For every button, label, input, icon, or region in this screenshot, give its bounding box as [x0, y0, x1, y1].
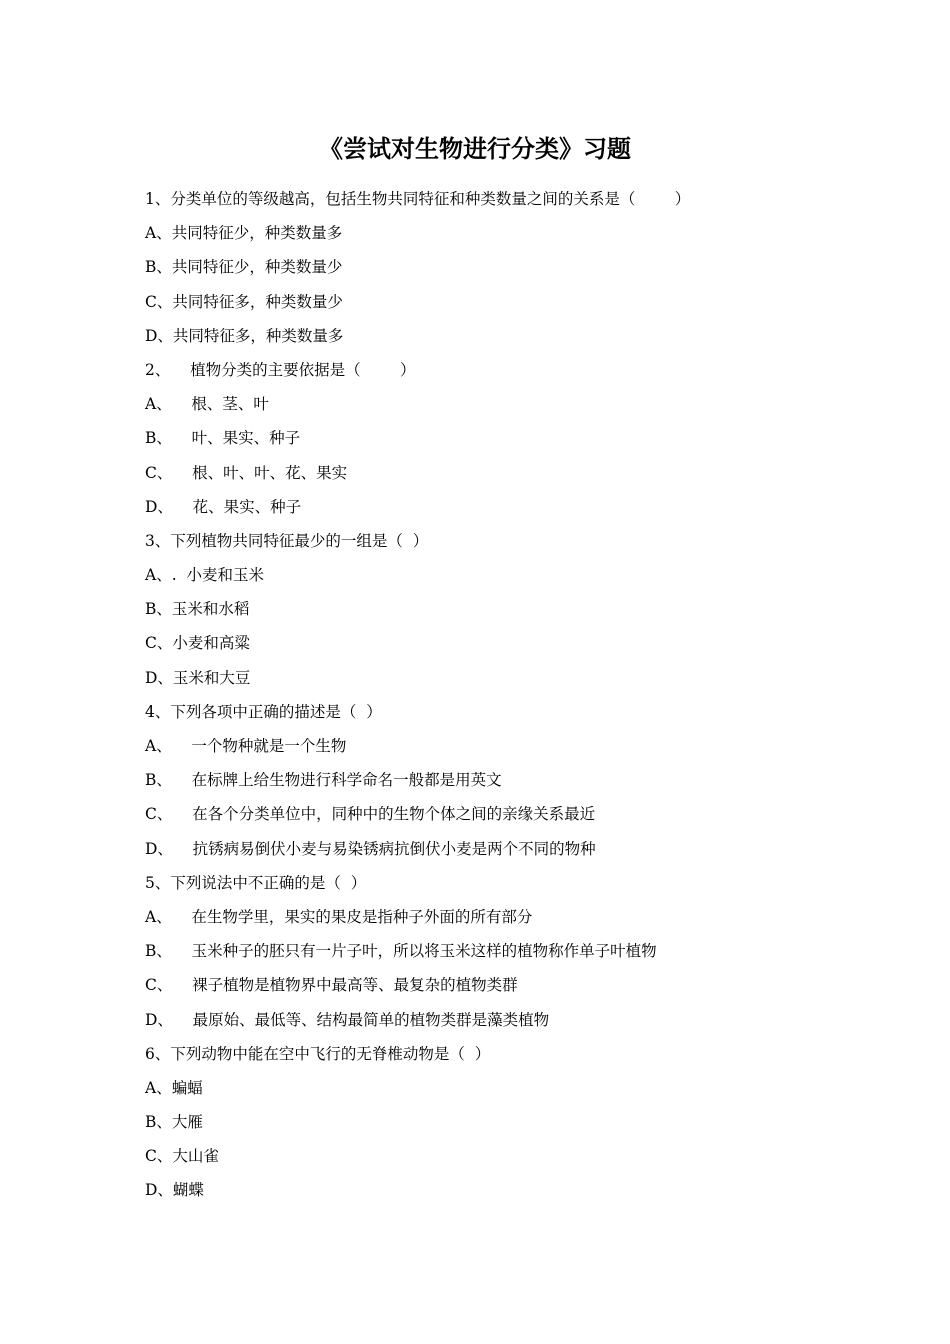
question-6-option-c: C、大山雀 — [145, 1147, 219, 1166]
question-4-option-d: D、 抗锈病易倒伏小麦与易染锈病抗倒伏小麦是两个不同的物种 — [145, 839, 596, 858]
question-2-option-a: A、 根、茎、叶 — [145, 395, 269, 414]
question-2-option-b: B、 叶、果实、种子 — [145, 429, 301, 448]
question-5-option-d: D、 最原始、最低等、结构最简单的植物类群是藻类植物 — [145, 1010, 550, 1029]
question-4-option-c: C、 在各个分类单位中，同种中的生物个体之间的亲缘关系最近 — [145, 805, 596, 824]
question-1-stem: 1、分类单位的等级越高，包括生物共同特征和种类数量之间的关系是（ ） — [145, 190, 691, 208]
question-2-option-c: C、 根、叶、叶、花、果实 — [145, 463, 348, 482]
question-list — [145, 187, 865, 1213]
question-3-stem: 3、下列植物共同特征最少的一组是（ ） — [145, 531, 429, 550]
question-3-option-b: B、玉米和水稻 — [145, 600, 250, 619]
question-6-option-b: B、大雁 — [145, 1113, 203, 1132]
question-1-option-d: D、共同特征多，种类数量多 — [145, 326, 344, 345]
question-4-option-b: B、 在标牌上给生物进行科学命名一般都是用英文 — [145, 771, 502, 790]
question-5-option-a: A、 在生物学里，果实的果皮是指种子外面的所有部分 — [145, 907, 533, 926]
question-5-option-b: B、 玉米种子的胚只有一片子叶，所以将玉米这样的植物称作单子叶植物 — [145, 942, 657, 961]
question-4-stem: 4、下列各项中正确的描述是（ ） — [145, 702, 382, 721]
question-1-option-b: B、共同特征少，种类数量少 — [145, 258, 343, 277]
question-3-option-c: C、小麦和高粱 — [145, 634, 250, 653]
question-3-option-a: A、. 小麦和玉米 — [145, 566, 264, 585]
question-5-option-c: C、 裸子植物是植物界中最高等、最复杂的植物类群 — [145, 976, 518, 995]
question-5-stem: 5、下列说法中不正确的是（ ） — [145, 873, 367, 892]
page-title: 《尝试对生物进行分类》习题 — [319, 134, 631, 163]
question-3-option-d: D、玉米和大豆 — [145, 668, 251, 687]
question-6-stem: 6、下列动物中能在空中飞行的无脊椎动物是（ ） — [145, 1044, 491, 1063]
question-1-option-a: A、共同特征少，种类数量多 — [145, 224, 343, 243]
question-6-option-d: D、蝴蝶 — [145, 1181, 204, 1200]
question-2-option-d: D、 花、果实、种子 — [145, 497, 302, 516]
question-4-option-a: A、 一个物种就是一个生物 — [145, 737, 347, 755]
question-6-option-a: A、蝙蝠 — [145, 1078, 203, 1097]
question-2-stem: 2、 植物分类的主要依据是（ ） — [145, 360, 416, 379]
question-1-option-c: C、共同特征多，种类数量少 — [145, 292, 343, 311]
